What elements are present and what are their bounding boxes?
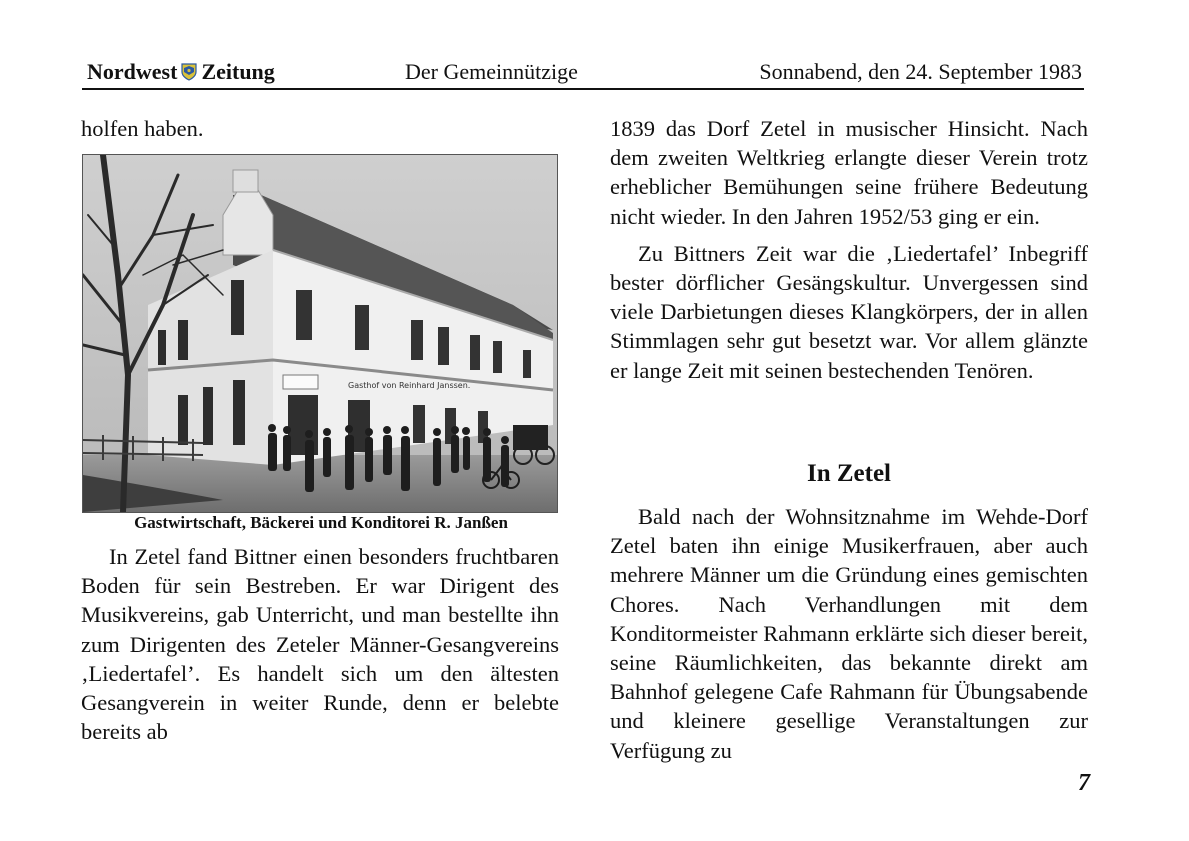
photo-sign-text: Gasthof von Reinhard Janssen. <box>348 381 471 390</box>
right-column-top <box>610 114 1088 385</box>
historic-photo <box>82 154 558 513</box>
publication-name: Der Gemeinnützige <box>405 59 578 84</box>
issue-date: Sonnabend, den 24. September 1983 <box>759 59 1082 84</box>
photo-caption: Gastwirtschaft, Bäckerei und Konditorei R. Janßen <box>134 513 508 532</box>
brand-right: Zeitung <box>201 59 275 84</box>
left-column-body <box>81 542 559 746</box>
building-photo-illustration <box>83 155 557 512</box>
carryover-text: holfen haben. <box>81 116 204 141</box>
newspaper-brand <box>87 59 275 85</box>
right-column-bottom <box>610 502 1088 765</box>
page-number: 7 <box>1078 770 1090 796</box>
left-column-fragment <box>81 114 559 143</box>
page-header <box>82 58 1084 90</box>
section-heading: In Zetel <box>806 460 892 487</box>
paragraph-liedertafel: Zu Bittners Zeit war die ‚Liedertafel’ Inbegriff bester dörflicher Gesängskultur. Unvergessen sind viele Darbietungen dieses Klangkörpers, der in allen Stimmlagen sehr gut besetzt war. Vor allem glänzte er lange Zeit mit seinen bestechenden Tenören. <box>610 240 1088 383</box>
paragraph-zetel-bittner: In Zetel fand Bittner einen besonders fruchtbaren Boden für sein Bestreben. Er war Dirigent des Musikvereins, gab Unterricht, und man bestellte ihn zum Dirigenten des Zeteler Männer-Gesangvereins ‚Liedertafel’. Es handelt sich um den ältesten Gesangverein in weiter Runde, denn er belebte bereits ab <box>81 544 559 745</box>
brand-left: Nordwest <box>87 59 178 84</box>
paragraph-chor: Bald nach der Wohnsitznahme im Wehde-Dorf Zetel baten ihn einige Musikerfrauen, aber auch mehrere Männer um die Gründung eines gemischten Chores. Nach Verhandlungen mit dem Konditormeister Rahmann erklärte sich dieser bereit, seine Räumlichkeiten, das bekannte direkt am Bahnhof gelegene Cafe Rahmann für Übungsabende und kleinere gesellige Veranstaltungen zur Verfügung zu <box>610 504 1088 763</box>
paragraph-1839: 1839 das Dorf Zetel in musischer Hinsicht. Nach dem zweiten Weltkrieg erlangte dieser Verein trotz erheblicher Bemühungen seine frühere Bedeutung nicht wieder. In den Jahren 1952/53 ging er ein. <box>610 116 1088 229</box>
coat-of-arms-icon <box>181 63 197 81</box>
